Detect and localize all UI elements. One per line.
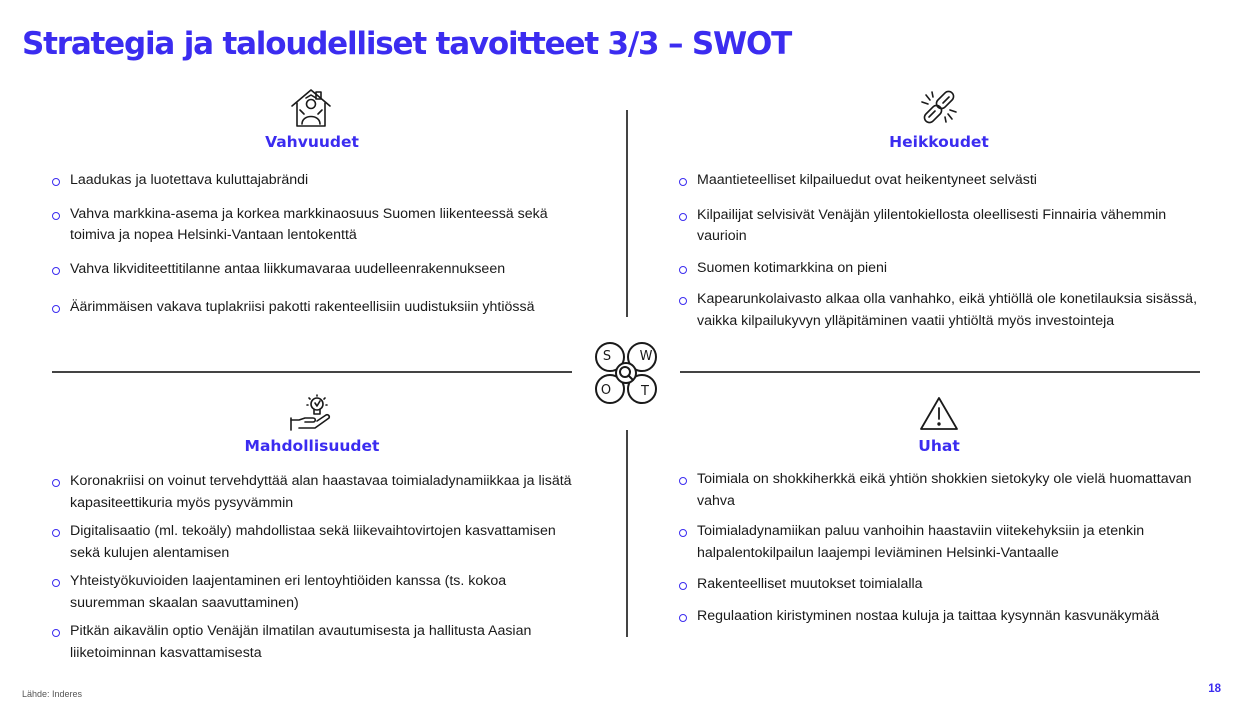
page-number: 18 (1208, 683, 1221, 695)
broken-chain-icon (918, 86, 960, 128)
list-threats (679, 469, 1199, 627)
heading-strengths: Vahvuudet (265, 133, 359, 151)
list-item: Vahva likviditeettitilanne antaa liikkumavaraa uudelleenrakennukseen (52, 259, 572, 281)
list-item: Kilpailijat selvisivät Venäjän ylilentokiellosta oleellisesti Finnairia vähemmin vaurioin (679, 205, 1199, 248)
swot-letter-s: S (602, 349, 612, 364)
list-item: Vahva markkina-asema ja korkea markkinaosuus Suomen liikenteessä sekä toimiva ja nopea Helsinki-Vantaan lentokenttä (52, 204, 572, 247)
house-person-icon (288, 86, 334, 130)
list-item: Maantieteelliset kilpailuedut ovat heikentyneet selvästi (679, 170, 1199, 192)
divider-horizontal-left (52, 371, 572, 373)
list-item: Suomen kotimarkkina on pieni (679, 258, 1199, 280)
divider-vertical-top (626, 110, 628, 317)
list-opportunities (52, 471, 572, 664)
heading-opportunities: Mahdollisuudet (244, 437, 380, 455)
list-item: Yhteistyökuvioiden laajentaminen eri lentoyhtiöiden kanssa (ts. kokoa suuremman skaalan saavuttaminen) (52, 571, 572, 614)
warning-triangle-icon (918, 395, 960, 433)
heading-weaknesses: Heikkoudet (889, 133, 989, 151)
source-note: Lähde: Inderes (22, 689, 83, 699)
list-item: Laadukas ja luotettava kuluttajabrändi (52, 170, 572, 192)
list-weaknesses (679, 170, 1199, 332)
page-title: Strategia ja taloudelliset tavoitteet 3/3 – SWOT (22, 26, 792, 62)
divider-horizontal-right (680, 371, 1200, 373)
list-strengths (52, 170, 572, 319)
list-item: Toimialadynamiikan paluu vanhoihin haastaviin viitekehyksiin ja etenkin halpalentokilpailun laajempi leviäminen Helsinki-Vantaalle (679, 521, 1199, 564)
list-item: Kapearunkolaivasto alkaa olla vanhahko, eikä yhtiöllä ole konetilauksia sisässä, vaikka kilpailukyvyn ylläpitäminen vaatii yhtiöltä myös investointeja (679, 289, 1199, 332)
swot-letter-w: W (639, 349, 653, 364)
hand-lightbulb-icon (289, 394, 333, 432)
swot-letter-o: O (600, 383, 612, 398)
list-item: Toimiala on shokkiherkkä eikä yhtiön shokkien sietokyky ole vielä huomattavan vahva (679, 469, 1199, 512)
list-item: Rakenteelliset muutokset toimialalla (679, 574, 1199, 596)
heading-threats: Uhat (918, 437, 960, 455)
list-item: Pitkän aikavälin optio Venäjän ilmatilan avautumisesta ja hallitusta Aasian liiketoiminnan kasvattamisesta (52, 621, 572, 664)
list-item: Digitalisaatio (ml. tekoäly) mahdollistaa sekä liikevaihtovirtojen kasvattamisen sekä kulujen alentamisen (52, 521, 572, 564)
swot-logo-icon (592, 340, 660, 408)
list-item: Äärimmäisen vakava tuplakriisi pakotti rakenteellisiin uudistuksiin yhtiössä (52, 297, 572, 319)
list-item: Koronakriisi on voinut tervehdyttää alan haastavaa toimialadynamiikkaa ja lisätä kapasiteettikuria myös pysyvämmin (52, 471, 572, 514)
swot-letter-t: T (641, 384, 649, 399)
divider-vertical-bottom (626, 430, 628, 637)
list-item: Regulaation kiristyminen nostaa kuluja ja taittaa kysynnän kasvunäkymää (679, 606, 1199, 628)
